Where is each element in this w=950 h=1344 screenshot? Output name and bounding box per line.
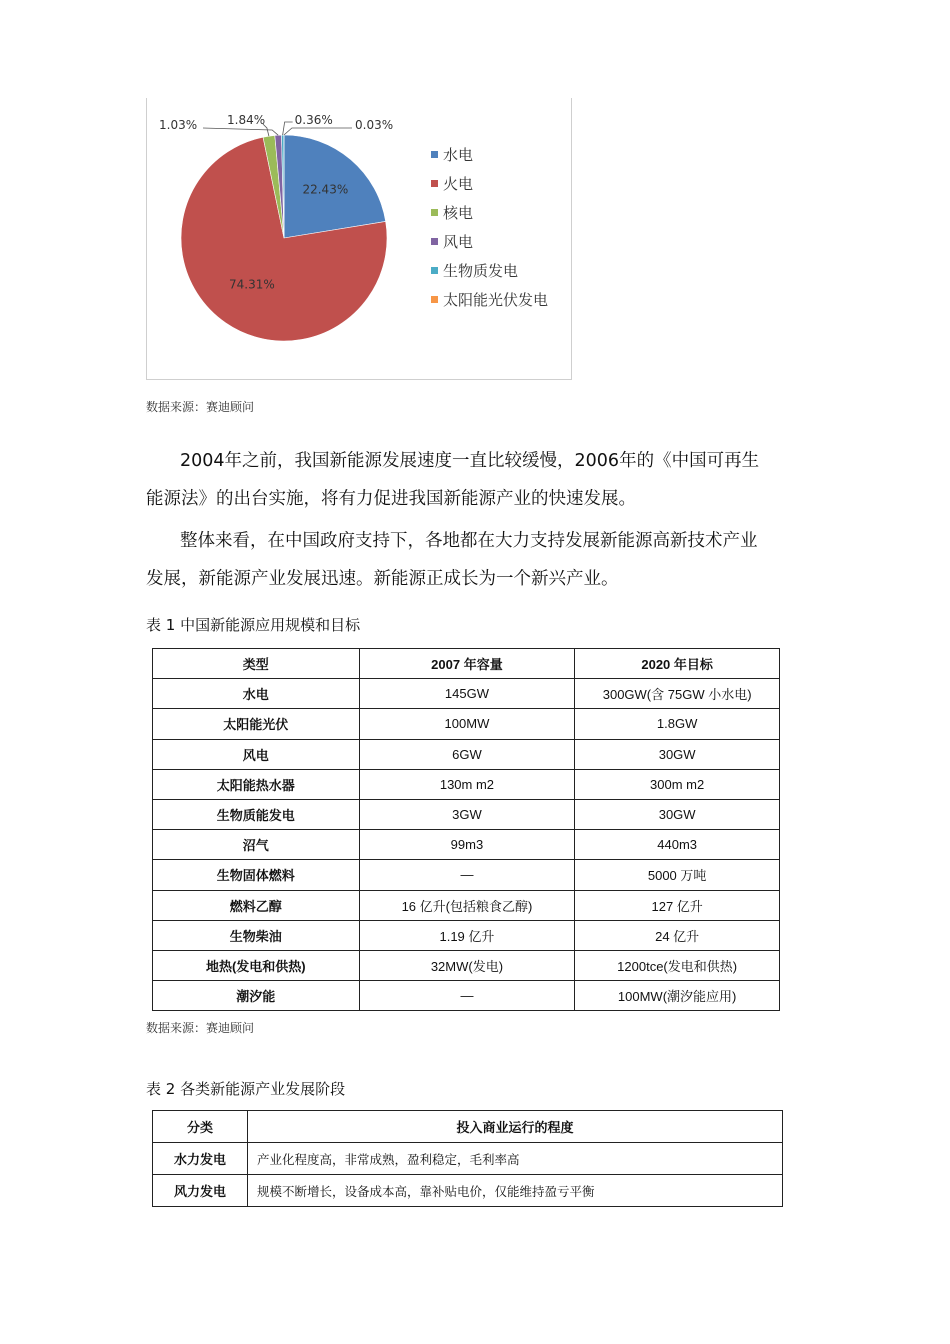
table-cell-type: 燃料乙醇 [153,890,360,920]
table-cell-2020: 30GW [575,799,780,829]
pie-data-label-5: 0.03% [355,118,394,132]
table-row [153,981,780,1011]
table-cell-2020: 300GW(含 75GW 小水电) [575,679,780,709]
chart-source: 数据来源：赛迪顾问 [146,400,255,414]
pie-chart [146,98,572,380]
table-1-header-2020: 2020 年目标 [575,649,780,679]
legend-swatch-2 [431,209,438,216]
table-row [153,860,780,890]
table-row [153,769,780,799]
table-cell-2007: 145GW [359,679,575,709]
table-row [153,1143,783,1175]
table-cell-2007: 32MW(发电) [359,950,575,980]
table-cell-2007: 3GW [359,799,575,829]
table-2-caption: 表 2 各类新能源产业发展阶段 [146,1080,346,1098]
table-cell-category: 水力发电 [153,1143,248,1175]
table-2 [152,1110,783,1207]
table-cell-type: 地热(发电和供热) [153,950,360,980]
table-cell-2007: 99m3 [359,830,575,860]
table-cell-2007: 6GW [359,739,575,769]
legend-label-4: 生物质发电 [443,262,519,280]
table-row [153,1175,783,1207]
table-1-header-type: 类型 [153,649,360,679]
table-cell-2020: 30GW [575,739,780,769]
table-cell-type: 风电 [153,739,360,769]
table-cell-2020: 300m m2 [575,769,780,799]
table-row [153,950,780,980]
table-cell-status: 规模不断增长，设备成本高，靠补贴电价，仅能维持盈亏平衡 [248,1175,783,1207]
table-1 [152,648,780,1011]
table-cell-2020: 127 亿升 [575,890,780,920]
table-row [153,920,780,950]
table-row [153,679,780,709]
table-cell-2007: — [359,981,575,1011]
legend-label-1: 火电 [443,175,474,193]
legend-label-3: 风电 [443,233,474,251]
table-cell-2020: 100MW(潮汐能应用) [575,981,780,1011]
table-cell-status: 产业化程度高，非常成熟，盈利稳定，毛利率高 [248,1143,783,1175]
table-cell-type: 太阳能热水器 [153,769,360,799]
table-cell-2007: 16 亿升(包括粮食乙醇) [359,890,575,920]
table-cell-type: 生物柴油 [153,920,360,950]
table-1-caption: 表 1 中国新能源应用规模和目标 [146,616,361,634]
legend-label-2: 核电 [443,204,474,222]
pie-data-label-1: 74.31% [229,277,275,292]
pie-chart-svg [147,98,573,380]
table-cell-type: 生物质能发电 [153,799,360,829]
table-cell-type: 太阳能光伏 [153,709,360,739]
pie-data-label-3: 1.03% [159,118,198,132]
legend-swatch-1 [431,180,438,187]
table-cell-2020: 24 亿升 [575,920,780,950]
table-row [153,799,780,829]
table-cell-2007: 100MW [359,709,575,739]
legend-swatch-0 [431,151,438,158]
table-row [153,890,780,920]
table-2-header-row [153,1111,783,1143]
legend-swatch-4 [431,267,438,274]
pie-data-label-0: 22.43% [302,182,349,197]
table-cell-type: 沼气 [153,830,360,860]
legend-swatch-5 [431,296,438,303]
paragraph-1 [146,442,810,518]
table-cell-2020: 440m3 [575,830,780,860]
table-cell-2020: 1200tce(发电和供热) [575,950,780,980]
paragraph-1-line-1: 2004年之前，我国新能源发展速度一直比较缓慢，2006年的《中国可再生 [180,451,760,471]
table-2-header-status: 投入商业运行的程度 [248,1111,783,1143]
table-cell-2007: — [359,860,575,890]
table-cell-type: 水电 [153,679,360,709]
pie-leader-line-5 [284,128,352,135]
pie-data-label-4: 0.36% [294,113,333,127]
table-1-header-2007: 2007 年容量 [359,649,575,679]
legend-label-5: 太阳能光伏发电 [443,291,549,309]
paragraph-2-line-2: 发展，新能源产业发展迅速。新能源正成长为一个新兴产业。 [146,569,619,589]
table-row [153,830,780,860]
table-row [153,739,780,769]
table-cell-2007: 1.19 亿升 [359,920,575,950]
table-1-source: 数据来源：赛迪顾问 [146,1021,255,1035]
legend-swatch-3 [431,238,438,245]
table-cell-2020: 5000 万吨 [575,860,780,890]
legend-label-0: 水电 [443,146,474,164]
table-2-header-category: 分类 [153,1111,248,1143]
table-cell-2020: 1.8GW [575,709,780,739]
pie-data-label-2: 1.84% [227,113,266,127]
table-cell-type: 生物固体燃料 [153,860,360,890]
paragraph-2-line-1: 整体来看，在中国政府支持下，各地都在大力支持发展新能源高新技术产业 [180,531,758,551]
paragraph-2 [146,522,810,598]
table-1-header-row [153,649,780,679]
paragraph-1-line-2: 能源法》的出台实施，将有力促进我国新能源产业的快速发展。 [146,489,636,509]
table-cell-2007: 130m m2 [359,769,575,799]
table-cell-category: 风力发电 [153,1175,248,1207]
table-row [153,709,780,739]
table-cell-type: 潮汐能 [153,981,360,1011]
